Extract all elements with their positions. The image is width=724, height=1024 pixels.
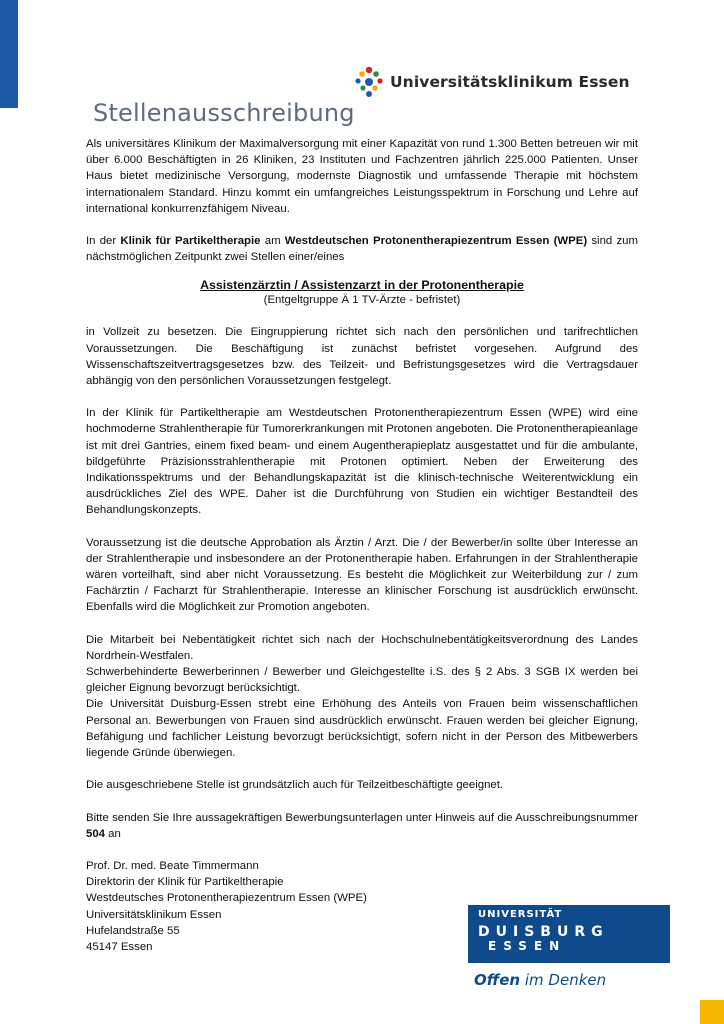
description-paragraph: In der Klinik für Partikeltherapie am Westdeutschen Protonentherapiezentrum Essen (WPE) wird eine hochmoderne Strahlentherapie für Tumorerkrankungen mit Protonen angeboten. Die Protonentherapieanlage ist mit drei Gantries, einem fixed beam- und einem Augentherapieplatz ausgestattet und für die ambulante, bildgeführte Präzisionsstrahlentherapie mit Protonen optimiert. Neben der Erweiterung des Indikationsspektrums und der Behandlungskapazität ist die klinisch-technische Weiterentwicklung ein ausdrückliches Ziel des WPE. Daher ist die Durchführung von Studien ein wichtiger Bestandteil des Behandlungskonzepts. <box>86 407 638 517</box>
ukessen-logo <box>354 66 630 98</box>
clinic-text-2: am <box>260 235 285 248</box>
clinic-name: Klinik für Partikeltherapie <box>120 235 261 248</box>
ude-logo <box>468 905 670 989</box>
ude-logo-line1: UNIVERSITÄT <box>478 909 563 920</box>
ukessen-logo-icon <box>354 66 384 98</box>
legal-paragraph <box>86 632 638 762</box>
apply-paragraph <box>86 810 638 842</box>
ude-slogan-rest: im Denken <box>520 971 607 989</box>
intro-paragraph: Als universitäres Klinikum der Maximalversorgung mit einer Kapazität von rund 1.300 Betten betreuen wir mit über 6.000 Beschäftigten in 26 Kliniken, 23 Instituten und Fachzentren jährlich 225.000 Patienten. Unser Haus bietet medizinische Versorgung, modernste Diagnostik und umfassende Therapie mit höchstem internationalem Standard. Hinzu kommt ein umfangreiches Leistungsspektrum in Forschung und Lehre auf international konkurrenzfähigem Niveau. <box>86 138 638 215</box>
apply-text-1: Bitte senden Sie Ihre aussagekräftigen Bewerbungsunterlagen unter Hinweis auf die Ausschreibungsnummer <box>86 811 638 824</box>
parttime-paragraph: Die ausgeschriebene Stelle ist grundsätzlich auch für Teilzeitbeschäftigte geeignet. <box>86 779 504 792</box>
job-posting-body <box>86 136 638 955</box>
ude-slogan <box>468 971 670 989</box>
ude-logo-box <box>468 905 670 963</box>
legal-disability-text: Schwerbehinderte Bewerberinnen / Bewerber und Gleichgestellte i.S. des § 2 Abs. 3 SGB IX werden bei gleicher Eignung bevorzugt berücksichtigt. <box>86 666 638 695</box>
legal-equality-text: Die Universität Duisburg-Essen strebt eine Erhöhung des Anteils von Frauen beim wissenschaftlichen Personal an. Bewerbungen von Frauen sind ausdrücklich erwünscht. Frauen werden bei gleicher Eignung, Befähigung und fachlicher Leistung bevorzugt berücksichtigt, sofern nicht in der Person des Mitbewerbers liegende Gründe überwiegen. <box>86 698 638 760</box>
clinic-paragraph <box>86 233 638 265</box>
position-title: Assistenzärztin / Assistenzarzt in der Protonentherapie <box>200 278 524 293</box>
corner-accent-box <box>700 1000 724 1024</box>
contact-street: Hufelandstraße 55 <box>86 924 180 937</box>
ude-slogan-bold: Offen <box>474 971 521 989</box>
clinic-text-1: In der <box>86 235 121 248</box>
left-accent-bar <box>0 0 18 108</box>
position-heading <box>86 277 638 308</box>
apply-text-2: an <box>105 827 121 840</box>
requirements-paragraph: Voraussetzung ist die deutsche Approbation als Ärztin / Arzt. Die / der Bewerber/in sollte über Interesse an der Strahlentherapie und insbesondere an der Protonentherapie haben. Erfahrungen in der Strahlentherapie wären vorteilhaft, sind aber nicht Voraussetzung. Es besteht die Möglichkeit zur Weiterbildung zur / zum Fachärztin / Facharzt für Strahlentherapie. Interesse an klinischer Forschung ist ausdrücklich erwünscht. Ebenfalls wird die Möglichkeit zur Promotion angeboten. <box>86 536 638 614</box>
contact-center: Westdeutsches Protonentherapiezentrum Essen (WPE) <box>86 892 367 905</box>
legal-sideline-text: Die Mitarbeit bei Nebentätigkeit richtet sich nach der Hochschulnebentätigkeitsverordnung des Landes Nordrhein-Westfalen. <box>86 633 638 662</box>
center-name: Westdeutschen Protonentherapiezentrum Essen (WPE) <box>284 235 588 248</box>
contact-hospital: Universitätsklinikum Essen <box>86 908 222 921</box>
page-title: Stellenausschreibung <box>93 99 355 127</box>
ukessen-logo-text: Universitätsklinikum Essen <box>390 73 630 91</box>
ude-logo-line3: ESSEN <box>488 939 567 953</box>
apply-number: 504 <box>86 827 106 840</box>
contact-role: Direktorin der Klinik für Partikeltherapie <box>86 876 284 889</box>
contact-city: 45147 Essen <box>86 940 153 953</box>
ude-logo-line2: DUISBURG <box>478 924 609 940</box>
terms-paragraph: in Vollzeit zu besetzen. Die Eingruppierung richtet sich nach den persönlichen und tarifrechtlichen Voraussetzungen. Die Beschäftigung ist zunächst befristet vorgesehen. Aufgrund des Wissenschaftszeitvertragsgesetzes bzw. des Teilzeit- und Befristungsgesetzes wird die Vertragsdauer abhängig von den persönlichen Voraussetzungen festgelegt. <box>86 326 638 388</box>
position-subtitle: (Entgeltgruppe Ä 1 TV-Ärzte - befristet) <box>263 294 461 307</box>
contact-name: Prof. Dr. med. Beate Timmermann <box>86 859 259 872</box>
clinic-text-3: sind zum nächstmöglichen Zeitpunkt zwei Stellen einer/eines <box>86 235 638 264</box>
